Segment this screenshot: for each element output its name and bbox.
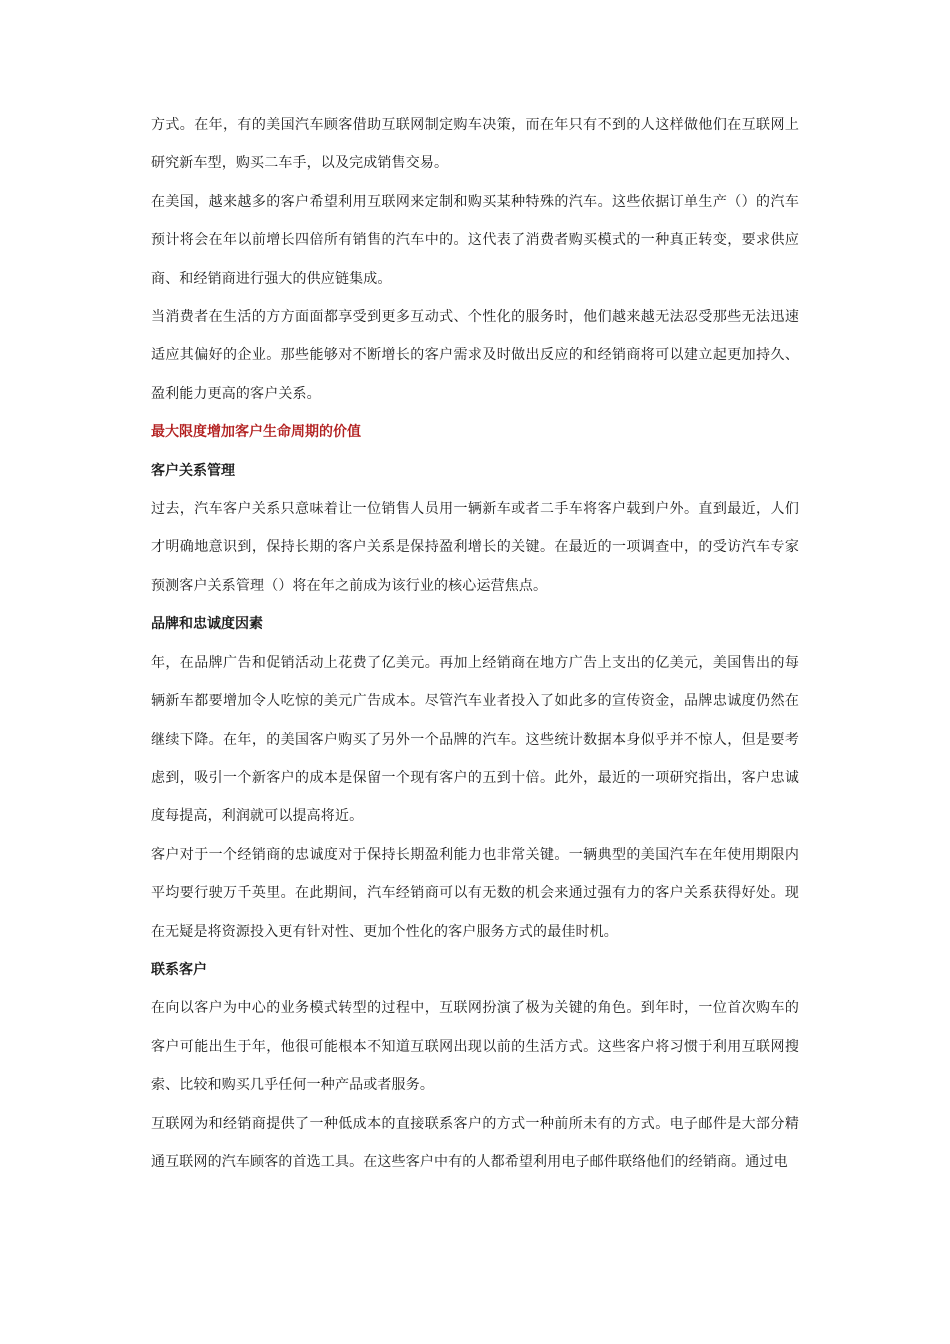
document-page: [151, 106, 799, 1181]
paragraph-email-contact: 互联网为和经销商提供了一种低成本的直接联系客户的方式一种前所未有的方式。电子邮件是大部分精通互联网的汽车顾客的首选工具。在这些客户中有的人都希望利用电子邮件联络他们的经销商。通过电: [151, 1115, 799, 1170]
subheading-contact-customers: 联系客户: [151, 961, 207, 978]
subheading-brand-loyalty: 品牌和忠诚度因素: [151, 616, 263, 633]
paragraph-online-research: 方式。在年，有的美国汽车顾客借助互联网制定购车决策，而在年只有不到的人这样做他们在互联网上研究新车型，购买二车手，以及完成销售交易。: [151, 117, 799, 172]
subheading-crm: 客户关系管理: [151, 462, 235, 479]
paragraph-dealer-loyalty: 客户对于一个经销商的忠诚度对于保持长期盈利能力也非常关键。一辆典型的美国汽车在年使用期限内平均要行驶万千英里。在此期间，汽车经销商可以有无数的机会来通过强有力的客户关系获得好处。现在无疑是将资源投入更有针对性、更加个性化的客户服务方式的最佳时机。: [151, 846, 799, 940]
paragraph-brand-advertising: 年，在品牌广告和促销活动上花费了亿美元。再加上经销商在地方广告上支出的亿美元，美国售出的每辆新车都要增加令人吃惊的美元广告成本。尽管汽车业者投入了如此多的宣传资金，品牌忠诚度仍然在继续下降。在年，的美国客户购买了另外一个品牌的汽车。这些统计数据本身似乎并不惊人，但是要考虑到，吸引一个新客户的成本是保留一个现有客户的五到十倍。此外，最近的一项研究指出，客户忠诚度每提高，利润就可以提高将近。: [151, 654, 799, 825]
section-heading-customer-lifetime-value: 最大限度增加客户生命周期的价值: [151, 424, 361, 441]
paragraph-crm: 过去，汽车客户关系只意味着让一位销售人员用一辆新车或者二手车将客户载到户外。直到最近，人们才明确地意识到，保持长期的客户关系是保持盈利增长的关键。在最近的一项调查中，的受访汽车专家预测客户关系管理（）将在年之前成为该行业的核心运营焦点。: [151, 501, 799, 594]
paragraph-internet-role: 在向以客户为中心的业务模式转型的过程中，互联网扮演了极为关键的角色。到年时，一位首次购车的客户可能出生于年，他很可能根本不知道互联网出现以前的生活方式。这些客户将习惯于利用互联网搜索、比较和购买几乎任何一种产品或者服务。: [151, 1000, 799, 1094]
paragraph-build-to-order: 在美国，越来越多的客户希望利用互联网来定制和购买某种特殊的汽车。这些依据订单生产（）的汽车预计将会在年以前增长四倍所有销售的汽车中的。这代表了消费者购买模式的一种真正转变，要求供应商、和经销商进行强大的供应链集成。: [151, 193, 799, 287]
paragraph-personalized-service: 当消费者在生活的方方面面都享受到更多互动式、个性化的服务时，他们越来越无法忍受那些无法迅速适应其偏好的企业。那些能够对不断增长的客户需求及时做出反应的和经销商将可以建立起更加持久、盈利能力更高的客户关系。: [151, 309, 799, 402]
